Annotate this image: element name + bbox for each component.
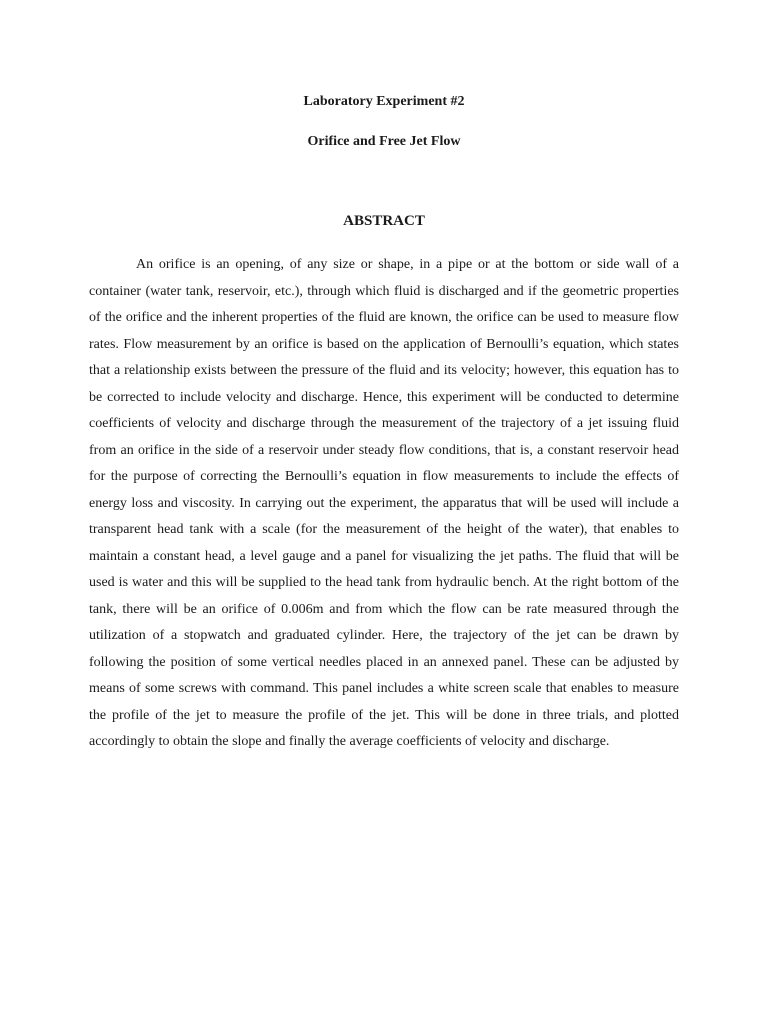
abstract-paragraph: An orifice is an opening, of any size or shape, in a pipe or at the bottom or side wall of a container (water tank, reservoir, etc.), through which fluid is discharged and if the geometric properties of the orifice and the inherent properties of the fluid are known, the orifice can be used to measure flow rates. Flow measurement by an orifice is based on the application of Bernoulli’s equation, which states that a relationship exists between the pressure of the fluid and its velocity; however, this equation has to be corrected to include velocity and discharge. Hence, this experiment will be conducted to determine coefficients of velocity and discharge through the measurement of the trajectory of a jet issuing fluid from an orifice in the side of a reservoir under steady flow conditions, that is, a constant reservoir head for the purpose of correcting the Bernoulli’s equation in flow measurements to include the effects of energy loss and viscosity. In carrying out the experiment, the apparatus that will be used will include a transparent head tank with a scale (for the measurement of the height of the water), that enables to maintain a constant head, a level gauge and a panel for visualizing the jet paths. The fluid that will be used is water and this will be supplied to the head tank from hydraulic bench. At the right bottom of the tank, there will be an orifice of 0.006m and from which the flow can be rate measured through the utilization of a stopwatch and graduated cylinder. Here, the trajectory of the jet can be drawn by following the position of some vertical needles placed in an annexed panel. These can be adjusted by means of some screws with command. This panel includes a white screen scale that enables to measure the profile of the jet to measure the profile of the jet. This will be done in three trials, and plotted accordingly to obtain the slope and finally the average coefficients of velocity and discharge. bbox=[89, 257, 679, 749]
abstract-heading: ABSTRACT bbox=[343, 213, 425, 229]
document-title: Laboratory Experiment #2 bbox=[303, 94, 465, 109]
document-subtitle: Orifice and Free Jet Flow bbox=[307, 134, 461, 149]
